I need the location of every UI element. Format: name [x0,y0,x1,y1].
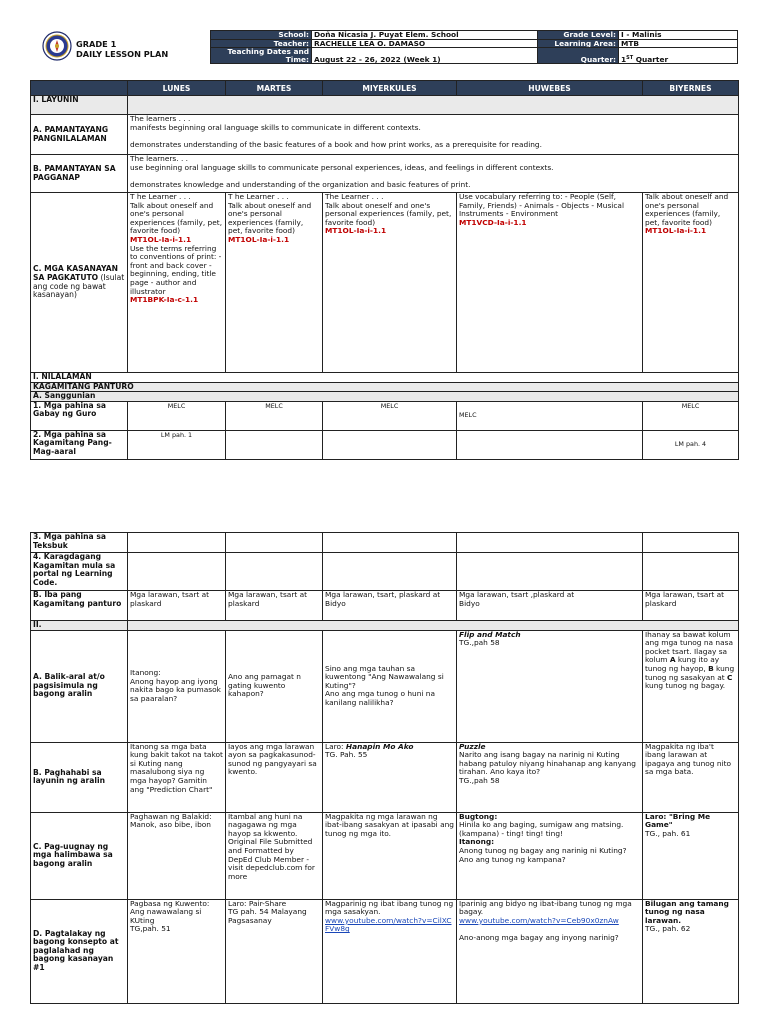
pagtalakay-martes: Laro: Pair-Share TG pah. 54 Malayang Pagsasanay [226,899,323,1003]
paghahabi-lunes: Itanong sa mga bata kung bakit takot na takot si Kuting nang masalubong siya ng mga hayop? Gamitin ang "Prediction Chart" [128,742,226,812]
balik-aral-biyernes-c: C [727,672,733,682]
pag-uugnay-huwebes-title: Bugtong: [459,812,498,821]
kasanayan-lunes [128,193,226,373]
corner-header [31,81,128,96]
kasanayan-miyerkules-text: The Learner . . . Talk about oneself and one's personal experiences (family, pet, favorite food) [325,192,452,227]
pamantayan-sa-pagganap-text: The learners. . . use beginning oral language skills to communicate personal experiences, ideas, and feelings in different contexts. demonstrates knowledge and understanding of the organization and basic features of print. [128,155,739,193]
grade-title: GRADE 1 [76,39,117,49]
pag-uugnay-martes: Itambal ang huni na nagagawa ng mga hayop sa kkwento. Original File Submitted and Formatted by DepEd Club Member - visit depedclub.com for more [226,812,323,899]
grade-level-value: I - Malinis [619,31,738,40]
day-header-huwebes: HUWEBES [457,81,643,96]
karagdagang-miyerkules [323,553,457,591]
balik-aral-miyerkules: Sino ang mga tauhan sa kuwentong "Ang Nawawalang si Kuting"? Ano ang mga tunog o huni na kanilang nalilikha? [323,630,457,742]
pag-uugnay-biyernes-title: Laro: "Bring Me Game" [645,812,711,830]
quarter-number: 1 [621,54,627,64]
pag-uugnay-miyerkules: Magpakita ng mga larawan ng ibat-ibang sasakyan at ipasabi ang tunog ng mga ito. [323,812,457,899]
grade-level-label: Grade Level: [538,31,619,40]
pagtalakay-huwebes-text2: Ano-anong mga bagay ang inyong narinig? [459,932,619,942]
learning-area-value: MTB [619,39,738,48]
balik-aral-biyernes [643,630,739,742]
teksbuk-biyernes [643,533,739,553]
teksbuk-lunes [128,533,226,553]
pang-mag-aaral-biyernes: LM pah. 4 [643,430,739,459]
teacher-value: RACHELLE LEA O. DAMASO [312,39,538,48]
balik-aral-martes: Ano ang pamagat n gating kuwento kahapon? [226,630,323,742]
layunin-cell [128,96,739,115]
pamamaraan-label: II. [31,621,128,631]
pagtalakay-miyerkules [323,899,457,1003]
pag-uugnay-biyernes-text: TG., pah. 61 [645,828,691,838]
kasanayan-biyernes-code: MT1OL-Ia-i-1.1 [645,226,707,236]
header-info-table [210,30,738,64]
kasanayan-lunes-text2: Use the terms referring to conventions of print: - front and back cover - beginning, ending, title page - author and illustrator [130,243,222,296]
iba-pang-miyerkules: Mga larawan, tsart, plaskard at Bidyo [323,591,457,621]
paghahabi-huwebes [457,742,643,812]
kasanayan-biyernes [643,193,739,373]
balik-aral-biyernes-b: B [708,663,714,673]
kasanayan-martes [226,193,323,373]
pang-mag-aaral-lunes: LM pah. 1 [128,430,226,459]
paghahabi-miyerkules-title: Hanapin Mo Ako [345,742,414,751]
deped-seal-icon [42,31,72,61]
kasanayan-lunes-code2: MT1BPK-Ia-c-1.1 [130,295,199,305]
teksbuk-miyerkules [323,533,457,553]
paghahabi-label: B. Paghahabi sa layunin ng aralin [31,742,128,812]
kasanayan-huwebes-text: Use vocabulary referring to: - People (Self, Family, Friends) - Animals - Objects - Musical Instruments - Environment [459,192,624,219]
paghahabi-biyernes: Magpakita ng iba't ibang larawan at ipagaya ang tunog nito sa mga bata. [643,742,739,812]
gabay-guro-biyernes: MELC [643,401,739,430]
quarter-label: Quarter: [538,48,619,64]
pagtalakay-huwebes [457,899,643,1003]
pamantayang-pangnilalaman-label: A. PAMANTAYANG PANGNILALAMAN [31,115,128,155]
pag-uugnay-biyernes [643,812,739,899]
school-label: School: [211,31,312,40]
paghahabi-miyerkules [323,742,457,812]
balik-aral-label: A. Balik-aral at/o pagsisimula ng bagong aralin [31,630,128,742]
gabay-guro-huwebes: MELC [457,401,643,430]
pagtalakay-biyernes-title: Bilugan ang tamang tunog ng nasa larawan. [645,899,729,925]
plan-type-title: DAILY LESSON PLAN [76,49,169,59]
karagdagang-lunes [128,553,226,591]
kasanayan-lunes-text: T he Learner . . . Talk about oneself and one's personal experiences (family, pet, favorite food) [130,192,223,236]
pag-uugnay-lunes: Paghawan ng Balakid: Manok, aso bibe, ibon [128,812,226,899]
kasanayan-label [31,193,128,373]
balik-aral-biyernes-text2: kung ito ay tunog ng hayop, [645,655,720,673]
gabay-guro-miyerkules: MELC [323,401,457,430]
iba-pang-kagamitan-label: B. Iba pang Kagamitang panturo [31,591,128,621]
pagtalakay-label: D. Pagtalakay ng bagong konsepto at paglalahad ng bagong kasanayan #1 [31,899,128,1003]
balik-aral-huwebes-title: Flip and Match [459,630,521,639]
kasanayan-miyerkules-code: MT1OL-Ia-i-1.1 [325,226,387,236]
balik-aral-biyernes-text1: Ihanay sa bawat kolum ang mga tunog na nasa pocket tsart. Ilagay sa kolum [645,630,734,665]
pagtalakay-miyerkules-text: Magparinig ng ibat ibang tunog ng mga sasakyan. [325,899,454,917]
kasanayan-martes-code: MT1OL-Ia-i-1.1 [228,234,290,244]
gabay-guro-lunes: MELC [128,401,226,430]
balik-aral-huwebes [457,630,643,742]
karagdagang-huwebes [457,553,643,591]
paghahabi-huwebes-text: Narito ang isang bagay na narinig ni Kuting habang patuloy niyang hinahanap ang kanyang tirahan. Ano kaya ito? TG.,pah 58 [459,750,636,785]
pagtalakay-huwebes-link[interactable]: www.youtube.com/watch?v=Ceb90x0znAw [459,915,619,925]
day-header-martes: MARTES [226,81,323,96]
pag-uugnay-label: C. Pag-uugnay ng mga halimbawa sa bagong aralin [31,812,128,899]
kasanayan-miyerkules [323,193,457,373]
sanggunian-label: A. Sanggunian [31,392,739,402]
balik-aral-huwebes-text: TG.,pah 58 [459,638,500,648]
teksbuk-label: 3. Mga pahina sa Teksbuk [31,533,128,553]
day-header-miyerkules: MIYERKULES [323,81,457,96]
pang-mag-aaral-martes [226,430,323,459]
pang-mag-aaral-label: 2. Mga pahina sa Kagamitang Pang-Mag-aaral [31,430,128,459]
gabay-guro-martes: MELC [226,401,323,430]
pagtalakay-miyerkules-link[interactable]: www.youtube.com/watch?v=CilXCFVw8g [325,915,452,934]
kasanayan-lunes-code: MT1OL-Ia-i-1.1 [130,234,192,244]
lesson-table-page1 [30,80,739,460]
pag-uugnay-huwebes-text1: Hinila ko ang baging, sumigaw ang matsing. (kampana) - ting! ting! ting! [459,820,624,838]
pagtalakay-lunes: Pagbasa ng Kuwento: Ang nawawalang si KUting TG,pah. 51 [128,899,226,1003]
karagdagang-martes [226,553,323,591]
quarter-value [619,48,738,64]
pagtalakay-huwebes-text1: Iparinig ang bidyo ng ibat-ibang tunog ng mga bagay. [459,899,632,917]
iba-pang-lunes: Mga larawan, tsart at plaskard [128,591,226,621]
kasanayan-biyernes-text: Talk about oneself and one's personal experiences (family, pet, favorite food) [645,192,729,227]
pang-mag-aaral-miyerkules [323,430,457,459]
balik-aral-biyernes-a: A [669,655,676,665]
paghahabi-martes: Iayos ang mga larawan ayon sa pagkakasunod-sunod ng pangyayari sa kwento. [226,742,323,812]
karagdagang-kagamitan-label: 4. Karagdagang Kagamitan mula sa portal ng Learning Code. [31,553,128,591]
lesson-table-page2 [30,532,739,1004]
quarter-word: Quarter [633,54,669,64]
iba-pang-huwebes: Mga larawan, tsart ,plaskard at Bidyo [457,591,643,621]
plan-title [76,39,168,59]
balik-aral-lunes: Itanong: Anong hayop ang iyong nakita bago ka pumasok sa paaralan? [128,630,226,742]
pag-uugnay-huwebes-text2: Anong tunog ng bagay ang narinig ni Kuting? Ano ang tunog ng kampana? [459,845,627,864]
layunin-label: I. LAYUNIN [31,96,128,115]
kasanayan-label-bold: C. MGA KASANAYAN SA PAGKATUTO [33,264,119,282]
school-value: Doña Nicasia J. Puyat Elem. School [312,31,538,40]
pamantayan-sa-pagganap-label: B. PAMANTAYAN SA PAGGANAP [31,155,128,193]
dates-label: Teaching Dates and Time: [211,48,312,64]
nilalaman-label: I. NILALAMAN [31,373,739,383]
dates-value: August 22 - 26, 2022 (Week 1) [312,48,538,64]
balik-aral-biyernes-text4: kung tunog ng bagay. [645,681,726,691]
pagtalakay-biyernes-text: TG., pah. 62 [645,924,691,934]
pag-uugnay-huwebes-title2: Itanong: [459,837,495,847]
pang-mag-aaral-huwebes [457,430,643,459]
balik-aral-biyernes-text3: kung tunog ng sasakyan at [645,663,735,682]
iba-pang-biyernes: Mga larawan, tsart at plaskard [643,591,739,621]
kasanayan-martes-text: T he Learner . . . Talk about oneself and one's personal experiences (family, pet, favorite food) [228,192,312,236]
kasanayan-label-note: (Isulat ang code ng bawat kasanayan) [33,272,125,300]
pamantayang-pangnilalaman-text: The learners . . . manifests beginning oral language skills to communicate in different contexts. demonstrates understanding of the basic features of a book and how print works, as a prerequisite for reading. [128,115,739,155]
iba-pang-martes: Mga larawan, tsart at plaskard [226,591,323,621]
paghahabi-miyerkules-text: TG. Pah. 55 [325,750,368,760]
kasanayan-huwebes-code: MT1VCD-Ia-i-1.1 [459,217,527,227]
teacher-label: Teacher: [211,39,312,48]
day-header-lunes: LUNES [128,81,226,96]
learning-area-label: Learning Area: [538,39,619,48]
pamamaraan-cell [128,621,739,631]
paghahabi-huwebes-title: Puzzle [459,742,486,751]
karagdagang-biyernes [643,553,739,591]
paghahabi-miyerkules-pre: Laro: [325,742,346,751]
kagamitan-label: KAGAMITANG PANTURO [31,382,739,392]
quarter-suffix: ST [626,54,634,61]
gabay-guro-label: 1. Mga pahina sa Gabay ng Guro [31,401,128,430]
kasanayan-huwebes [457,193,643,373]
teksbuk-huwebes [457,533,643,553]
pag-uugnay-huwebes [457,812,643,899]
day-header-biyernes: BIYERNES [643,81,739,96]
pagtalakay-biyernes [643,899,739,1003]
teksbuk-martes [226,533,323,553]
